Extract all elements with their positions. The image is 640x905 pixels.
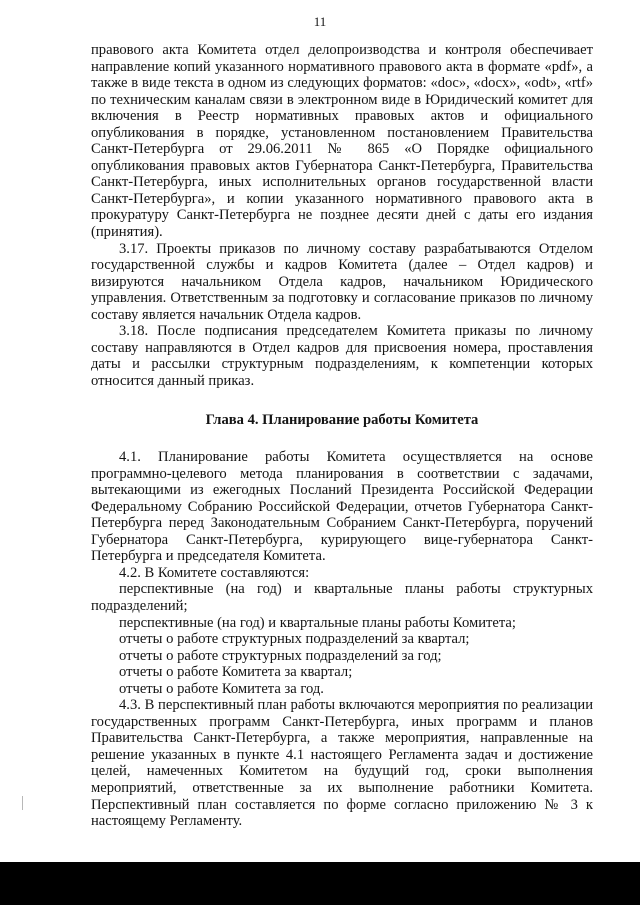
scan-margin-mark	[22, 796, 23, 810]
page-number: 11	[313, 14, 327, 29]
paragraph-3-18: 3.18. После подписания председателем Комитета приказы по личному составу направляются в Отдел кадров для присвоения номера, проставления даты и рассылки структурным подразделениям, к компетенции которых относится данный приказ.	[91, 323, 593, 389]
list-item: отчеты о работе структурных подразделений за год;	[119, 647, 442, 664]
list-item: отчеты о работе Комитета за год.	[119, 680, 324, 697]
paragraph-3-16-continuation: правового акта Комитета отдел делопроизводства и контроля обеспечивает направление копий указанного нормативного правового акта в формате «pdf», а также в виде текста в одном из следующих форматов: «doc», «docx», «odt», «rtf» по техническим каналам связи в электронном виде в Юридический комитет для включения в Реестр нормативных правовых актов и официального опубликования в порядке, установленном постановлением Правительства Санкт-Петербурга от 29.06.2011 № 865 «О Порядке официального опубликования правовых актов Губернатора Санкт-Петербурга, Правительства Санкт-Петербурга, иных исполнительных органов государственной власти Санкт-Петербурга», и копии указанного нормативного правового акта в прокуратуру Санкт-Петербурга не позднее десяти дней с даты его издания (принятия).	[91, 42, 593, 241]
paragraph-4-2: 4.2. В Комитете составляются:	[119, 564, 310, 581]
list-item: отчеты о работе структурных подразделений за квартал;	[119, 631, 470, 648]
list-item: перспективные (на год) и квартальные планы работы структурных подразделений;	[91, 581, 593, 614]
chapter-4-heading: Глава 4. Планирование работы Комитета	[205, 412, 479, 429]
scan-bottom-border	[0, 862, 640, 905]
list-item: отчеты о работе Комитета за квартал;	[119, 664, 353, 681]
paragraph-4-3: 4.3. В перспективный план работы включаются мероприятия по реализации государственных программ Санкт-Петербурга, иных программ и планов Правительства Санкт-Петербурга, а также мероприятия, направленные на решение указанных в пункте 4.1 настоящего Регламента задач и достижение целей, намеченных Комитетом на будущий год, сроки выполнения мероприятий, ответственные за их выполнение работники Комитета. Перспективный план составляется по форме согласно приложению № 3 к настоящему Регламенту.	[91, 697, 593, 830]
paragraph-3-17: 3.17. Проекты приказов по личному составу разрабатываются Отделом государственной службы и кадров Комитета (далее – Отдел кадров) и визируются начальником Отдела кадров, начальником Юридического управления. Ответственным за подготовку и согласование приказов по личному составу является начальник Отдела кадров.	[91, 240, 593, 323]
paragraph-4-1: 4.1. Планирование работы Комитета осуществляется на основе программно-целевого метода планирования в соответствии с задачами, вытекающими из ежегодных Посланий Президента Российской Федерации Федеральному Собранию Российской Федерации, отчетов Губернатора Санкт-Петербурга перед Законодательным Собранием Санкт-Петербурга, поручений Губернатора Санкт-Петербурга, курирующего вице-губернатора Санкт-Петербурга и председателя Комитета.	[91, 449, 593, 565]
document-body	[91, 42, 593, 830]
list-item: перспективные (на год) и квартальные планы работы Комитета;	[119, 614, 516, 631]
